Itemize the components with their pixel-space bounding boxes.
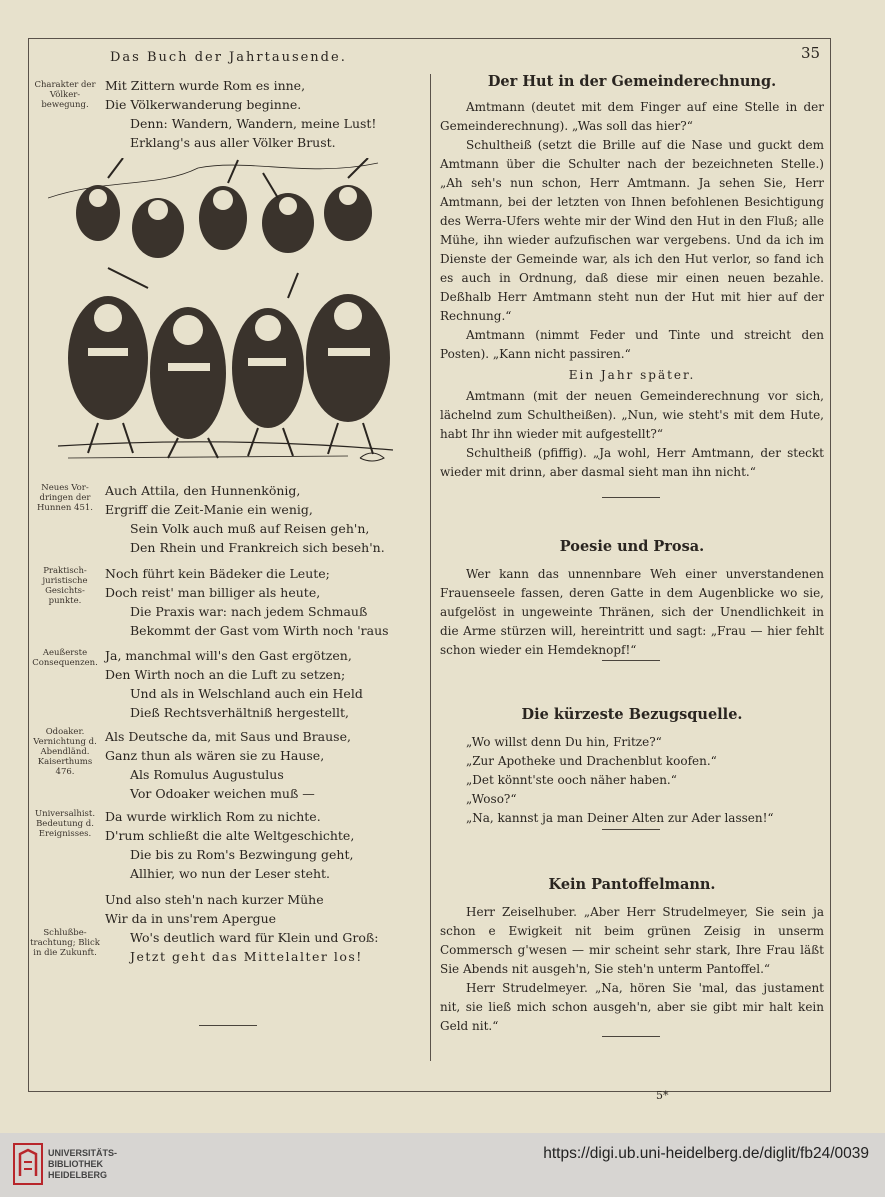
- column-divider: [430, 74, 431, 1061]
- paragraph: Amtmann (mit der neuen Gemeinderechnung vor sich, lächelnd zum Schultheißen). „Nun, wie steht's mit dem Hute, habt Ihr ihn wieder mit aufgestellt?“: [440, 389, 824, 441]
- verse-line: Wir da in uns'rem Apergue: [105, 911, 277, 926]
- side-note: Charakter der Völker-bewegung.: [34, 80, 96, 110]
- verse-line: Vor Odoaker weichen muß —: [130, 786, 315, 801]
- section-heading: Die kürzeste Bezugsquelle.: [521, 706, 743, 723]
- side-note: Praktisch-juristische Gesichts-punkte.: [42, 566, 88, 606]
- library-name-line: HEIDELBERG: [48, 1170, 108, 1180]
- running-title: Das Buch der Jahrtausende.: [110, 50, 347, 65]
- page-number: 35: [801, 44, 821, 62]
- verse-line: Allhier, wo nun der Leser steht.: [130, 866, 331, 881]
- verse-line: Die Völkerwanderung beginne.: [105, 97, 302, 112]
- woodcut-illustration: [48, 158, 406, 471]
- verse-line: Und also steh'n nach kurzer Mühe: [105, 892, 324, 907]
- library-name-line: BIBLIOTHEK: [48, 1159, 103, 1169]
- dialogue-line: „Zur Apotheke und Drachenblut koofen.“: [466, 754, 717, 768]
- library-name-line: UNIVERSITÄTS-: [48, 1148, 118, 1158]
- verse-line: Ergriff die Zeit-Manie ein wenig,: [105, 502, 313, 517]
- paragraph: Wer kann das unnennbare Weh einer unverstandenen Frauenseele fassen, deren Gatte in dem Augenblicke wo sie, aufgelöst in ungeweinte Thränen, sich der Unendlichkeit in die Arme stürzen will, hereintritt und sagt: „Frau — hier fehlt schon wieder ein Hemdeknopf!“: [440, 567, 824, 657]
- separator-rule: [602, 1036, 660, 1037]
- separator-rule: [602, 829, 660, 830]
- verse-line: Den Rhein und Frankreich sich beseh'n.: [130, 540, 385, 555]
- verse-line: Mit Zittern wurde Rom es inne,: [105, 78, 306, 93]
- separator-rule: [602, 660, 660, 661]
- side-note: Aeußerste Consequenzen.: [32, 648, 98, 668]
- side-note: Schlußbe-trachtung; Blick in die Zukunft.: [30, 928, 100, 958]
- verse-line: Den Wirth noch an die Luft zu setzen;: [105, 667, 346, 682]
- verse-line: Doch reist' man billiger als heute,: [105, 585, 321, 600]
- verse-line: Ja, manchmal will's den Gast ergötzen,: [105, 648, 352, 663]
- paragraph: Herr Strudelmeyer. „Na, hören Sie 'mal, das justament nit, sie ließ mich schon ausgeh'n, aber sie gibt mir halt kein Geld nit.“: [440, 981, 824, 1033]
- verse-line: Bekommt der Gast vom Wirth noch 'raus: [130, 623, 389, 638]
- subheading: Ein Jahr später.: [568, 368, 696, 382]
- section-heading: Der Hut in der Gemeinderechnung.: [487, 73, 777, 90]
- paragraph: Schultheiß (setzt die Brille auf die Nase und guckt dem Amtmann über die Schulter nach der bezeichneten Stelle.) „Ah seh's nun schon, Herr Amtmann. Ja sehen Sie, Herr Amtmann, bei der letzten von Ihnen befohlenen Besichtigung des Werra-Ufers wehte mir der Wind den Hut in den Fluß; alle Mühe, ihn wieder aufzufischen war vergebens. Und da ich im Dienste der Gemeinde war, als ich den Hut verlor, so fand ich es auch in Ordnung, daß diese mir einen neuen bezahle. Deßhalb Herr Amtmann steht nun der Hut mit hier auf der Rechnung.“: [440, 138, 824, 323]
- verse-line: Jetzt geht das Mittelalter los!: [130, 949, 363, 964]
- section-heading: Poesie und Prosa.: [559, 538, 705, 555]
- separator-rule: [199, 1025, 257, 1026]
- verse-line: Und als in Welschland auch ein Held: [130, 686, 363, 701]
- permalink-url[interactable]: https://digi.ub.uni-heidelberg.de/diglit/fb24/0039: [543, 1145, 869, 1162]
- verse-line: Sein Volk auch muß auf Reisen geh'n,: [130, 521, 370, 536]
- verse-line: Da wurde wirklich Rom zu nichte.: [105, 809, 321, 824]
- paragraph: Amtmann (deutet mit dem Finger auf eine Stelle in der Gemeinderechnung). „Was soll das hier?“: [440, 100, 824, 133]
- paragraph: Amtmann (nimmt Feder und Tinte und streicht den Posten). „Kann nicht passiren.“: [440, 328, 824, 361]
- side-note: Neues Vor-dringen der Hunnen 451.: [37, 483, 93, 513]
- side-note: Universalhist. Bedeutung d. Ereignisses.: [34, 809, 96, 839]
- dialogue-line: „Na, kannst ja man Deiner Alten zur Ader lassen!“: [466, 811, 774, 825]
- paragraph: Schultheiß (pfiffig). „Ja wohl, Herr Amtmann, der steckt wieder mit drinn, aber dasmal sieht man ihn nicht.“: [440, 446, 824, 479]
- verse-line: Denn: Wandern, Wandern, meine Lust!: [130, 116, 377, 131]
- dialogue-line: „Woso?“: [466, 792, 517, 806]
- verse-line: Auch Attila, den Hunnenkönig,: [105, 483, 301, 498]
- verse-line: Als Deutsche da, mit Saus und Brause,: [105, 729, 351, 744]
- prose-column: [440, 70, 824, 1036]
- verse-line: Erklang's aus aller Völker Brust.: [130, 135, 336, 150]
- side-note: Odoaker. Vernichtung d. Abendländ. Kaiserthums 476.: [33, 727, 97, 777]
- verse-line: Dieß Rechtsverhältniß hergestellt,: [130, 705, 350, 720]
- signature-mark: 5*: [656, 1089, 669, 1102]
- viewer-footer-bar: [0, 1133, 885, 1197]
- university-library-logo-icon[interactable]: [12, 1142, 44, 1186]
- verse-line: Noch führt kein Bädeker die Leute;: [105, 566, 330, 581]
- verse-line: Die bis zu Rom's Bezwingung geht,: [130, 847, 354, 862]
- separator-rule: [602, 497, 660, 498]
- library-name[interactable]: [48, 1148, 117, 1181]
- verse-line: Ganz thun als wären sie zu Hause,: [105, 748, 325, 763]
- verse-line: D'rum schließt die alte Weltgeschichte,: [105, 828, 355, 843]
- verse-line: Wo's deutlich ward für Klein und Groß:: [130, 930, 379, 945]
- verse-line: Die Praxis war: nach jedem Schmauß: [130, 604, 368, 619]
- dialogue-line: „Wo willst denn Du hin, Fritze?“: [466, 735, 662, 749]
- dialogue-line: „Det könnt'ste ooch näher haben.“: [466, 773, 677, 787]
- verse-line: Als Romulus Augustulus: [130, 767, 284, 782]
- section-heading: Kein Pantoffelmann.: [548, 876, 716, 893]
- paragraph: Herr Zeiselhuber. „Aber Herr Strudelmeyer, Sie sein ja schon e Ewigkeit nit beim grünen Zeisig in unserm Commersch g'wesen — mir scheint sehr stark, Ihre Frau läßt Sie Abends nit ausgeh'n, Sie steh'n unterm Pantoffel.“: [440, 905, 824, 976]
